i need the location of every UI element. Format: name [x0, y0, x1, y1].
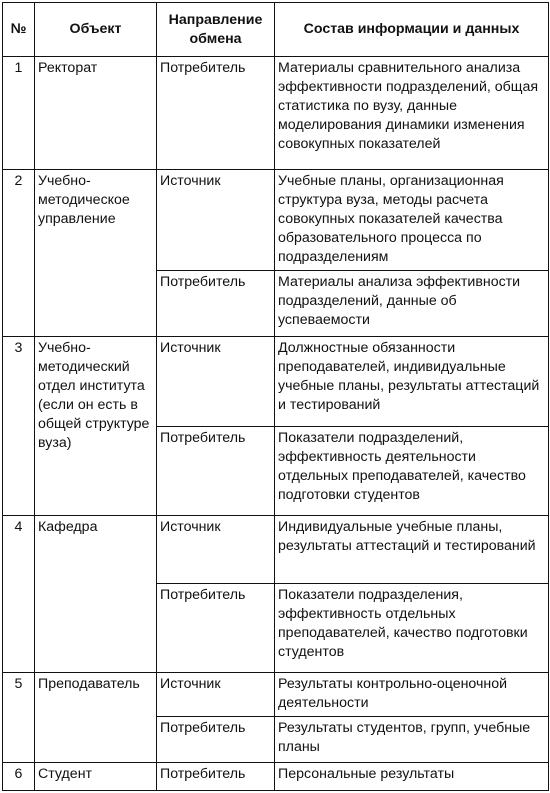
- info-cell: Учебные планы, организационная структура вуза, методы расчета совокупных показателей качества образовательного процесса по подразделениям: [275, 169, 549, 271]
- direction-cell: Источник: [157, 673, 275, 716]
- row-number: 2: [3, 169, 35, 336]
- info-cell: Результаты студентов, групп, учебные планы: [275, 716, 549, 762]
- header-num: №: [3, 3, 35, 57]
- info-cell: Персональные результаты: [275, 762, 549, 790]
- row-number: 5: [3, 673, 35, 762]
- header-row: [3, 3, 549, 57]
- direction-cell: Потребитель: [157, 426, 275, 515]
- object-cell: Студент: [35, 762, 157, 790]
- info-cell: Должностные обязанности преподавателей, индивидуальные учебные планы, результаты аттестаций и тестирований: [275, 336, 549, 426]
- row-number: 4: [3, 516, 35, 673]
- info-cell: Материалы сравнительного анализа эффективности подразделений, общая статистика по вузу, данные моделирования динамики изменения совокупных показателей: [275, 57, 549, 170]
- object-cell: Преподаватель: [35, 673, 157, 762]
- direction-cell: Источник: [157, 336, 275, 426]
- direction-cell: Потребитель: [157, 271, 275, 336]
- row-number: 1: [3, 57, 35, 170]
- table-row: [3, 673, 549, 716]
- table-row: [3, 762, 549, 790]
- table-row: [3, 57, 549, 170]
- info-cell: Показатели подразделения, эффективность отдельных преподавателей, качество подготовки студентов: [275, 583, 549, 672]
- table-row: [3, 516, 549, 583]
- header-info: Состав информации и данных: [275, 3, 549, 57]
- info-cell: Индивидуальные учебные планы, результаты аттестаций и тестирований: [275, 516, 549, 583]
- info-cell: Результаты контрольно-оценочной деятельности: [275, 673, 549, 716]
- info-cell: Показатели подразделений, эффективность деятельности отдельных преподавателей, качество подготовки студентов: [275, 426, 549, 515]
- row-number: 3: [3, 336, 35, 516]
- info-exchange-table: [2, 2, 549, 791]
- row-number: 6: [3, 762, 35, 790]
- direction-cell: Потребитель: [157, 716, 275, 762]
- direction-cell: Потребитель: [157, 583, 275, 672]
- object-cell: Ректорат: [35, 57, 157, 170]
- direction-cell: Источник: [157, 516, 275, 583]
- object-cell: Учебно-методическое управление: [35, 169, 157, 336]
- direction-cell: Потребитель: [157, 57, 275, 170]
- table-row: [3, 169, 549, 271]
- direction-cell: Источник: [157, 169, 275, 271]
- info-cell: Материалы анализа эффективности подразделений, данные об успеваемости: [275, 271, 549, 336]
- object-cell: Учебно-методический отдел института (если он есть в общей структуре вуза): [35, 336, 157, 516]
- direction-cell: Потребитель: [157, 762, 275, 790]
- header-direction: Направление обмена: [157, 3, 275, 57]
- header-object: Объект: [35, 3, 157, 57]
- object-cell: Кафедра: [35, 516, 157, 673]
- table-row: [3, 336, 549, 426]
